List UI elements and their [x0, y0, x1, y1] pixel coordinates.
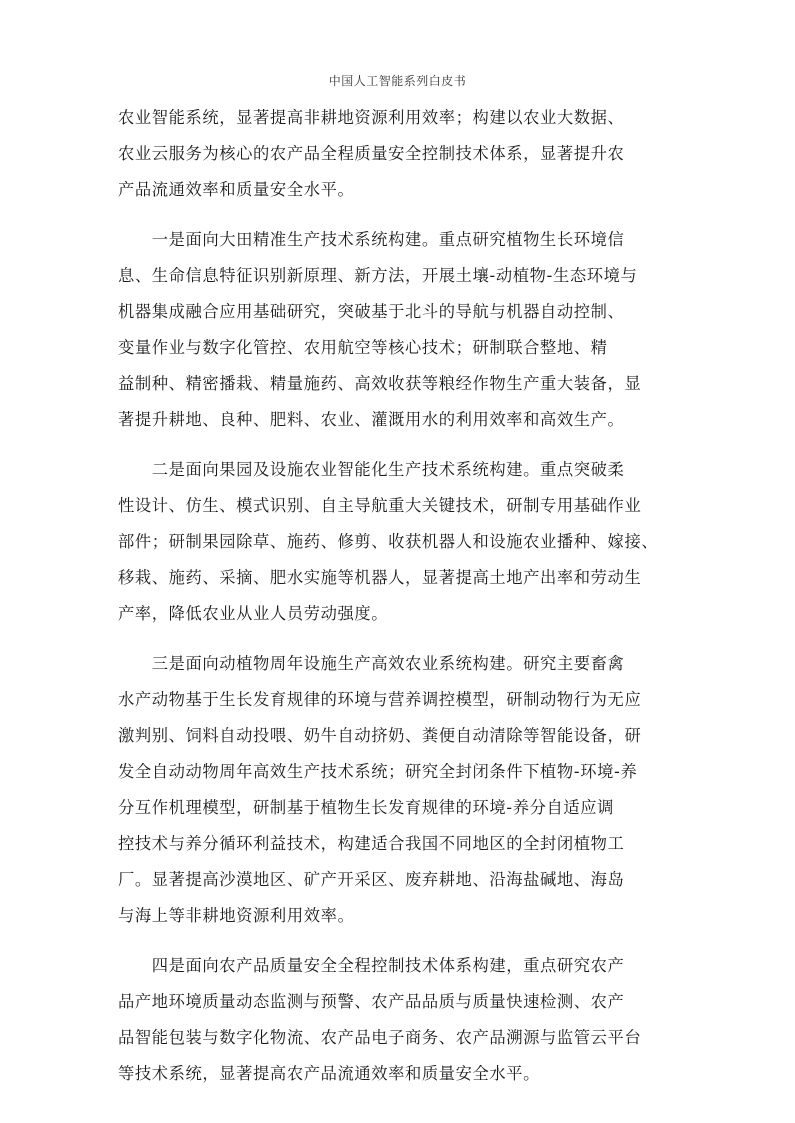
paragraph-4	[118, 646, 700, 934]
text-line: 厂。显著提高沙漠地区、矿产开采区、废弃耕地、沿海盐碱地、海岛	[118, 870, 625, 889]
text-line: 控技术与养分循环利益技术，构建适合我国不同地区的全封闭植物工	[118, 834, 625, 853]
text-line: 激判别、饲料自动投喂、奶牛自动挤奶、粪便自动清除等智能设备，研	[118, 726, 642, 745]
text-line: 产品流通效率和质量安全水平。	[118, 180, 355, 199]
text-line: 著提升耕地、良种、肥料、农业、灌溉用水的利用效率和高效生产。	[118, 410, 625, 429]
body-text	[118, 100, 700, 1092]
text-line: 息、生命信息特征识别新原理、新方法，开展土壤-动植物-生态环境与	[118, 266, 638, 285]
text-line: 益制种、精密播栽、精量施药、高效收获等粮经作物生产重大装备，显	[118, 374, 642, 393]
text-line: 移栽、施药、采摘、肥水实施等机器人，显著提高土地产出率和劳动生	[118, 568, 642, 587]
paragraph-3	[118, 452, 700, 632]
text-line: 分互作机理模型，研制基于植物生长发育规律的环境-养分自适应调	[118, 798, 615, 817]
text-line: 等技术系统，显著提高农产品流通效率和质量安全水平。	[118, 1064, 541, 1083]
text-line: 一是面向大田精准生产技术系统构建。重点研究植物生长环境信	[118, 230, 625, 249]
text-line: 性设计、仿生、模式识别、自主导航重大关键技术，研制专用基础作业	[118, 496, 642, 515]
text-line: 变量作业与数字化管控、农用航空等核心技术；研制联合整地、精	[118, 338, 608, 357]
text-line: 水产动物基于生长发育规律的环境与营养调控模型，研制动物行为无应	[118, 690, 642, 709]
paragraph-5	[118, 948, 700, 1092]
text-line: 四是面向农产品质量安全全程控制技术体系构建，重点研究农产	[118, 956, 625, 975]
text-line: 发全自动动物周年高效生产技术系统；研究全封闭条件下植物-环境-养	[118, 762, 638, 781]
text-line: 品智能包装与数字化物流、农产品电子商务、农产品溯源与监管云平台	[118, 1028, 642, 1047]
text-line: 二是面向果园及设施农业智能化生产技术系统构建。重点突破柔	[118, 460, 625, 479]
text-line: 部件；研制果园除草、施药、修剪、收获机器人和设施农业播种、嫁接、	[118, 532, 659, 551]
paragraph-1	[118, 100, 700, 208]
text-line: 三是面向动植物周年设施生产高效农业系统构建。研究主要畜禽	[118, 654, 625, 673]
text-line: 与海上等非耕地资源利用效率。	[118, 906, 355, 925]
text-line: 品产地环境质量动态监测与预警、农产品品质与质量快速检测、农产	[118, 992, 625, 1011]
paragraph-gap	[118, 934, 700, 948]
paragraph-2	[118, 222, 700, 438]
text-line: 机器集成融合应用基础研究，突破基于北斗的导航与机器自动控制、	[118, 302, 625, 321]
text-line: 农业智能系统，显著提高非耕地资源利用效率；构建以农业大数据、	[118, 108, 625, 127]
paragraph-gap	[118, 438, 700, 452]
running-header: 中国人工智能系列白皮书	[328, 74, 467, 88]
text-line: 产率，降低农业从业人员劳动强度。	[118, 604, 389, 623]
paragraph-gap	[118, 208, 700, 222]
text-line: 农业云服务为核心的农产品全程质量安全控制技术体系，显著提升农	[118, 144, 625, 163]
paragraph-gap	[118, 632, 700, 646]
